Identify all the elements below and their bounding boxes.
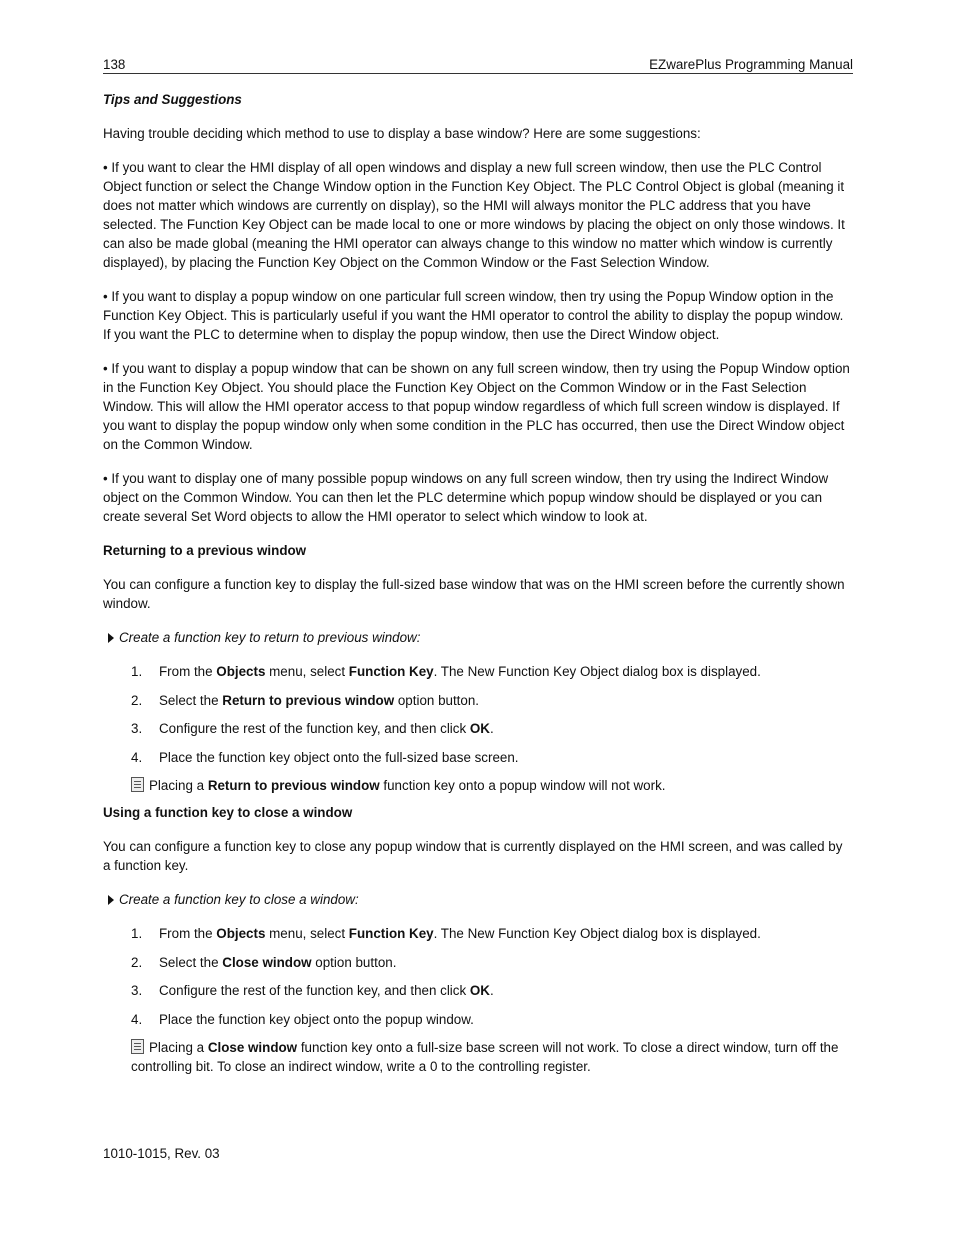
returning-steps xyxy=(103,662,853,767)
tips-title: Tips and Suggestions xyxy=(103,92,242,107)
list-item: 1. From the Objects menu, select Function Key. The New Function Key Object dialog box is displayed. xyxy=(131,664,761,679)
list-item: 3. Configure the rest of the function key, and then click OK. xyxy=(131,983,494,998)
page-number: 138 xyxy=(103,57,126,72)
returning-procedure xyxy=(103,628,853,647)
triangle-right-icon xyxy=(108,633,114,643)
note-icon xyxy=(131,777,144,792)
list-item: 2. Select the Return to previous window option button. xyxy=(131,692,480,708)
closing-procedure-label: Create a function key to close a window: xyxy=(119,892,359,907)
returning-note: Placing a Return to previous window function key onto a popup window will not work. xyxy=(103,776,853,795)
list-item: 4. Place the function key object onto the full-sized base screen. xyxy=(131,749,519,765)
returning-procedure-label: Create a function key to return to previous window: xyxy=(119,630,421,645)
tips-bullet-3: • If you want to display a popup window that can be shown on any full screen window, then try using the Popup Window option in the Function Key Object. You should place the Function Key Object on the Common Window or in the Fast Selection Window. This will allow the HMI operator access to that popup window regardless of which full screen window is displayed. If you want to display the popup window only when some condition in the PLC has occurred, then use the Direct Window object on the Common Window. xyxy=(103,361,850,452)
returning-title: Returning to a previous window xyxy=(103,543,307,558)
triangle-right-icon xyxy=(108,895,114,905)
list-item: 1. From the Objects menu, select Function Key. The New Function Key Object dialog box is displayed. xyxy=(131,926,761,941)
closing-intro: You can configure a function key to close any popup window that is currently displayed on the HMI screen, and was called by a function key. xyxy=(103,839,843,873)
tips-bullet-1: • If you want to clear the HMI display of all open windows and display a new full screen window, then use the PLC Control Object function or select the Change Window option in the Function Key Object. The PLC Control Object is global (meaning it does not matter which windows are currently on display), so the HMI will always monitor the PLC address that you have selected. The Function Key Object can be made local to one or more windows by placing the object on only those windows. It can also be made global (meaning the HMI operator can always change to this window no matter which window is currently displayed), by placing the Function Key Object on the Common Window or the Fast Selection Window. xyxy=(103,160,845,270)
list-item: 4. Place the function key object onto the popup window. xyxy=(131,1011,474,1027)
closing-steps xyxy=(103,924,853,1029)
document-number: 1010-1015, Rev. 03 xyxy=(103,1146,220,1161)
returning-intro: You can configure a function key to display the full-sized base window that was on the HMI screen before the currently shown window. xyxy=(103,577,845,611)
page-content xyxy=(103,90,853,1076)
tips-bullet-2: • If you want to display a popup window on one particular full screen window, then try using the Popup Window option in the Function Key Object. This is particularly useful if you want the HMI operator to control the ability to display the popup window. If you want the PLC to determine when to display the popup window, then use the Direct Window object. xyxy=(103,289,844,342)
closing-procedure xyxy=(103,890,853,909)
tips-bullet-4: • If you want to display one of many possible popup windows on any full screen window, then try using the Indirect Window object on the Common Window. You can then let the PLC determine which popup window should be displayed or you can create several Set Word objects to allow the HMI operator to select which window to look at. xyxy=(103,471,829,524)
page-header xyxy=(103,57,853,74)
list-item: 3. Configure the rest of the function key, and then click OK. xyxy=(131,721,494,736)
manual-title: EZwarePlus Programming Manual xyxy=(649,57,853,72)
closing-title: Using a function key to close a window xyxy=(103,805,353,820)
tips-intro: Having trouble deciding which method to use to display a base window? Here are some suggestions: xyxy=(103,126,701,141)
note-icon xyxy=(131,1039,144,1054)
closing-note: Placing a Close window function key onto a full-size base screen will not work. To close a direct window, turn off the controlling bit. To close an indirect window, write a 0 to the controlling register. xyxy=(131,1040,839,1074)
list-item: 2. Select the Close window option button. xyxy=(131,954,397,970)
page-footer xyxy=(103,1144,220,1163)
